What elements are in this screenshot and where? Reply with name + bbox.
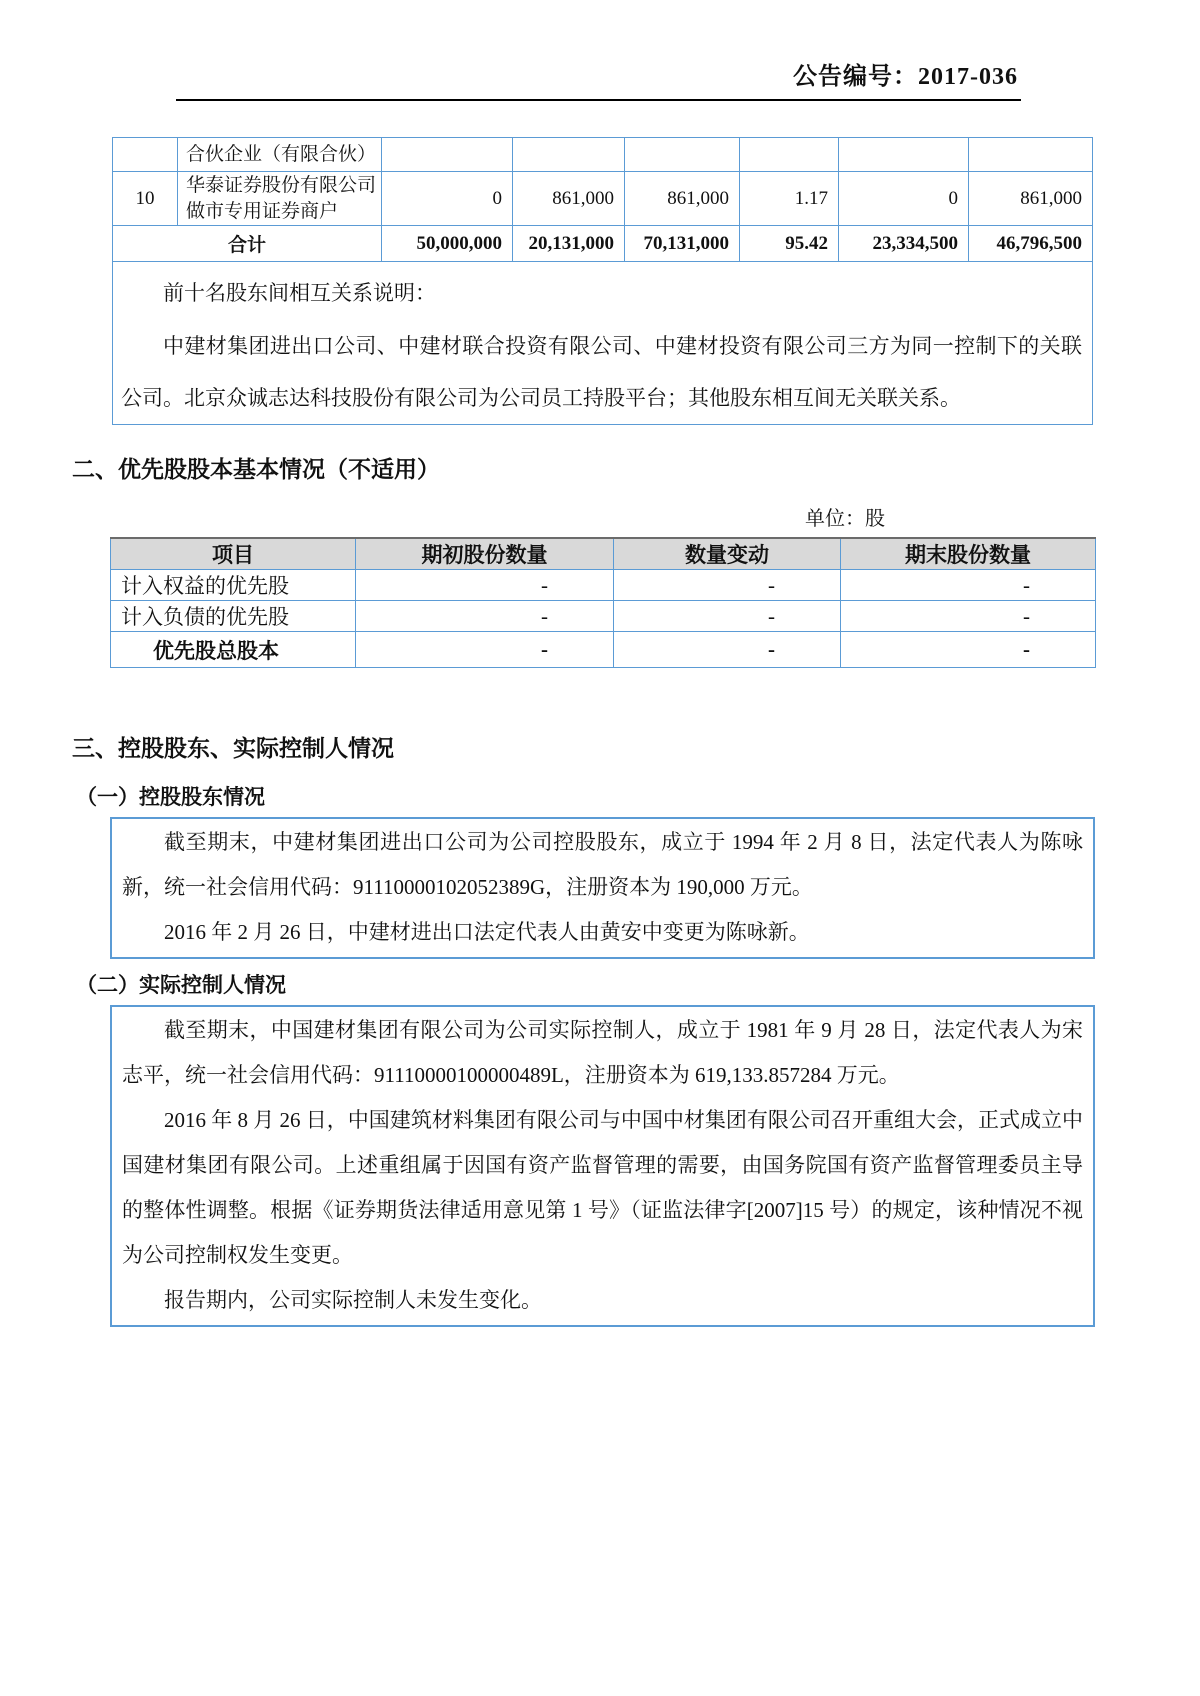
table-row — [113, 138, 1093, 172]
section-3-title: 三、控股股东、实际控制人情况 — [72, 735, 394, 761]
paragraph: 截至期末，中建材集团进出口公司为公司控股股东，成立于 1994 年 2 月 8 日，法定代表人为陈咏新，统一社会信用代码：91110000102052389G，注册资本为 190,000 万元。 — [122, 830, 1083, 899]
actual-controller-box — [110, 1005, 1095, 1327]
initial-value: - — [356, 632, 614, 668]
change-value: - — [614, 570, 841, 601]
paragraph: 截至期末，中国建材集团有限公司为公司实际控制人，成立于 1981 年 9 月 28 日，法定代表人为宋志平，统一社会信用代码：91110000100000489L，注册资本为 619,133.857284 万元。 — [122, 1018, 1083, 1087]
total-label-cell: 合计 — [113, 226, 382, 262]
section-2-title: 二、优先股股本基本情况（不适用） — [72, 456, 440, 482]
announcement-number: 公告编号：2017-036 — [793, 64, 1018, 90]
change-value: - — [614, 632, 841, 668]
preferred-shares-table — [110, 537, 1096, 668]
col-header-item: 项目 — [111, 538, 356, 570]
total-ratio-cell: 95.42 — [740, 226, 839, 262]
note-title: 前十名股东间相互关系说明： — [163, 281, 436, 305]
subsection-1-title: （一）控股股东情况 — [76, 785, 265, 809]
initial-shares-cell: 0 — [382, 172, 513, 226]
final-value: - — [841, 632, 1096, 668]
total-change-cell: 20,131,000 — [513, 226, 625, 262]
initial-value: - — [356, 570, 614, 601]
item-label: 计入负债的优先股 — [111, 601, 356, 632]
table-row — [111, 570, 1096, 601]
total-row — [113, 226, 1093, 262]
total-pledged-cell: 23,334,500 — [839, 226, 969, 262]
total-initial-cell: 50,000,000 — [382, 226, 513, 262]
controlling-shareholder-box — [110, 817, 1095, 959]
col-header-change: 数量变动 — [614, 538, 841, 570]
item-label: 优先股总股本 — [111, 632, 356, 668]
final-value: - — [841, 570, 1096, 601]
col-header-initial: 期初股份数量 — [356, 538, 614, 570]
change-value: - — [614, 601, 841, 632]
final-shares-cell: 861,000 — [625, 172, 740, 226]
paragraph: 2016 年 2 月 26 日，中建材进出口法定代表人由黄安中变更为陈咏新。 — [164, 920, 810, 944]
unrestricted-shares-cell: 861,000 — [969, 172, 1093, 226]
subsection-2-title: （二）实际控制人情况 — [76, 973, 286, 997]
notes-row — [113, 262, 1093, 425]
shareholder-name-cell: 华泰证券股份有限公司做市专用证券商户 — [178, 172, 382, 226]
rank-cell — [113, 138, 178, 172]
shareholder-table — [112, 137, 1093, 425]
header-row — [111, 538, 1096, 570]
pledged-shares-cell: 0 — [839, 172, 969, 226]
change-shares-cell: 861,000 — [513, 172, 625, 226]
initial-value: - — [356, 601, 614, 632]
table-total-row — [111, 632, 1096, 668]
ratio-cell: 1.17 — [740, 172, 839, 226]
total-final-cell: 70,131,000 — [625, 226, 740, 262]
relationship-note-cell — [113, 262, 1093, 425]
shareholder-name-cell: 合伙企业（有限合伙） — [178, 138, 382, 172]
final-value: - — [841, 601, 1096, 632]
paragraph: 2016 年 8 月 26 日，中国建筑材料集团有限公司与中国中材集团有限公司召开重组大会，正式成立中国建材集团有限公司。上述重组属于因国有资产监督管理的需要，由国务院国有资产监督管理委员主导的整体性调整。根据《证券期货法律适用意见第 1 号》（证监法律字[2007]15 号）的规定，该种情况不视为公司控制权发生变更。 — [122, 1108, 1083, 1267]
total-unrestricted-cell: 46,796,500 — [969, 226, 1093, 262]
table-row — [113, 172, 1093, 226]
item-label: 计入权益的优先股 — [111, 570, 356, 601]
paragraph: 报告期内，公司实际控制人未发生变化。 — [164, 1288, 542, 1312]
table-row — [111, 601, 1096, 632]
rank-cell: 10 — [113, 172, 178, 226]
unit-label: 单位：股 — [805, 508, 885, 530]
header-rule — [176, 99, 1021, 101]
col-header-final: 期末股份数量 — [841, 538, 1096, 570]
note-body: 中建材集团进出口公司、中建材联合投资有限公司、中建材投资有限公司三方为同一控制下的关联公司。北京众诚志达科技股份有限公司为公司员工持股平台；其他股东相互间无关联关系。 — [121, 334, 1082, 410]
